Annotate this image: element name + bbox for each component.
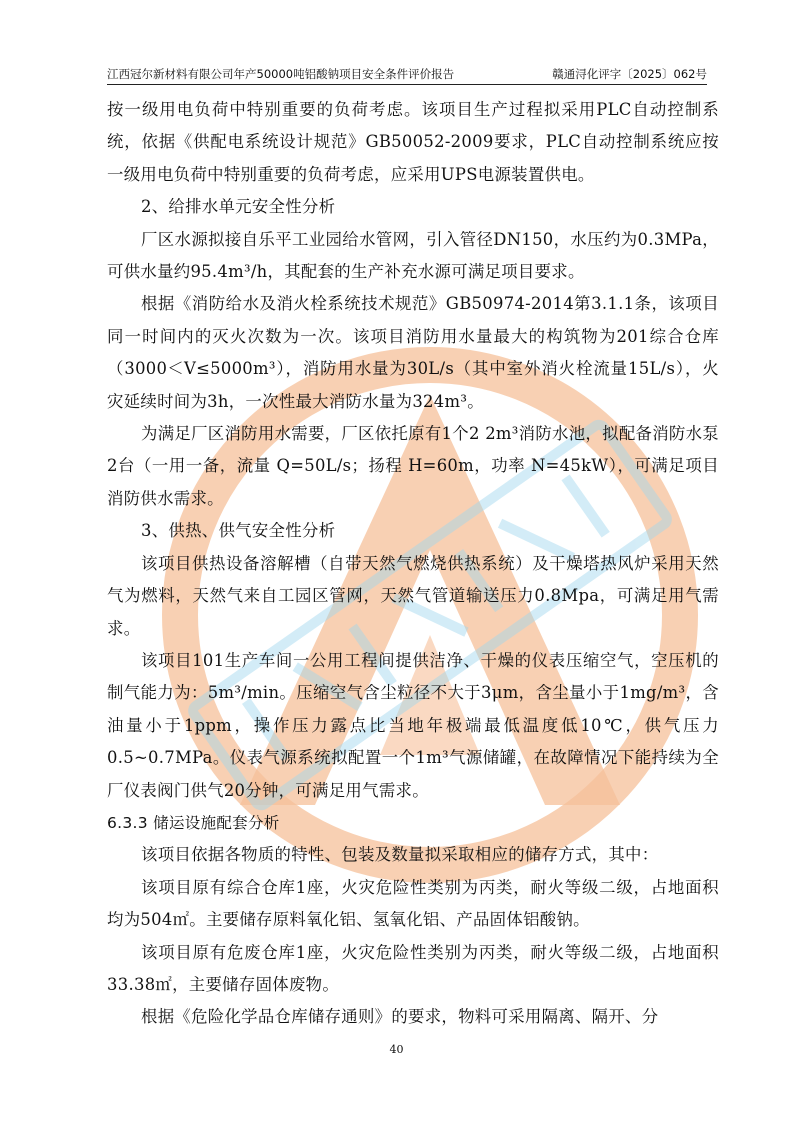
paragraph: 厂区水源拟接自乐平工业园给水管网，引入管径DN150，水压约为0.3MPa，可供水量约95.4m³/h，其配套的生产补充水源可满足项目要求。 bbox=[107, 229, 719, 282]
paragraph: 该项目101生产车间一公用工程间提供洁净、干燥的仪表压缩空气，空压机的制气能力为：5m³/min。压缩空气含尘粒径不大于3μm，含尘量小于1mg/m³，含油量小于1ppm，操作压力露点比当地年极端最低温度低10℃，供气压力0.5~0.7MPa。仪表气源系统拟配置一个1m³气源储罐，在故障情况下能持续为全厂仪表阀门供气20分钟，可满足用气需求。 bbox=[107, 650, 719, 800]
paragraph: 该项目原有综合仓库1座，火灾危险性类别为丙类，耐火等级二级，占地面积均为504㎡。主要储存原料氧化铝、氢氧化铝、产品固体铝酸钠。 bbox=[107, 877, 719, 930]
paragraph: 该项目依据各物质的特性、包装及数量拟采取相应的储存方式，其中： bbox=[141, 845, 659, 865]
paragraph: 为满足厂区消防用水需要，厂区依托原有1个2 2m³消防水池，拟配备消防水泵2台（一用一备，流量 Q=50L/s；扬程 H=60m，功率 N=45kW），可满足项目消防供水需求。 bbox=[107, 424, 719, 508]
header-document-number: 赣通浔化评字〔2025〕062号 bbox=[552, 67, 707, 81]
section-heading: 6.3.3 储运设施配套分析 bbox=[107, 813, 280, 832]
paragraph: 该项目原有危废仓库1座，火灾危险性类别为丙类，耐火等级二级，占地面积33.38㎡，主要储存固体废物。 bbox=[107, 942, 719, 994]
subheading: 3、供热、供气安全性分析 bbox=[141, 521, 336, 541]
page-number: 40 bbox=[389, 1043, 404, 1056]
page-header bbox=[107, 66, 707, 85]
paragraph: 根据《危险化学品仓库储存通则》的要求，物料可采用隔离、隔开、分 bbox=[141, 1007, 659, 1027]
document-body bbox=[107, 94, 719, 1034]
subheading: 2、给排水单元安全性分析 bbox=[141, 197, 336, 217]
paragraph: 按一级用电负荷中特别重要的负荷考虑。该项目生产过程拟采用PLC自动控制系统，依据《供配电系统设计规范》GB50052-2009要求，PLC自动控制系统应按一级用电负荷中特别重要的负荷考虑，应采用UPS电源装置供电。 bbox=[107, 100, 719, 184]
paragraph: 根据《消防给水及消火栓系统技术规范》GB50974-2014第3.1.1条，该项目同一时间内的灭火次数为一次。该项目消防用水量最大的构筑物为201综合仓库（3000＜V≤5000m³），消防用水量为30L/s（其中室外消火栓流量15L/s），火灾延续时间为3h，一次性最大消防水量为324m³。 bbox=[107, 294, 719, 411]
header-report-title: 江西冠尔新材料有限公司年产50000吨铝酸钠项目安全条件评价报告 bbox=[107, 67, 455, 81]
paragraph: 该项目供热设备溶解槽（自带天然气燃烧供热系统）及干燥塔热风炉采用天然气为燃料，天然气来自工园区管网，天然气管道输送压力0.8Mpa，可满足用气需求。 bbox=[107, 553, 719, 638]
